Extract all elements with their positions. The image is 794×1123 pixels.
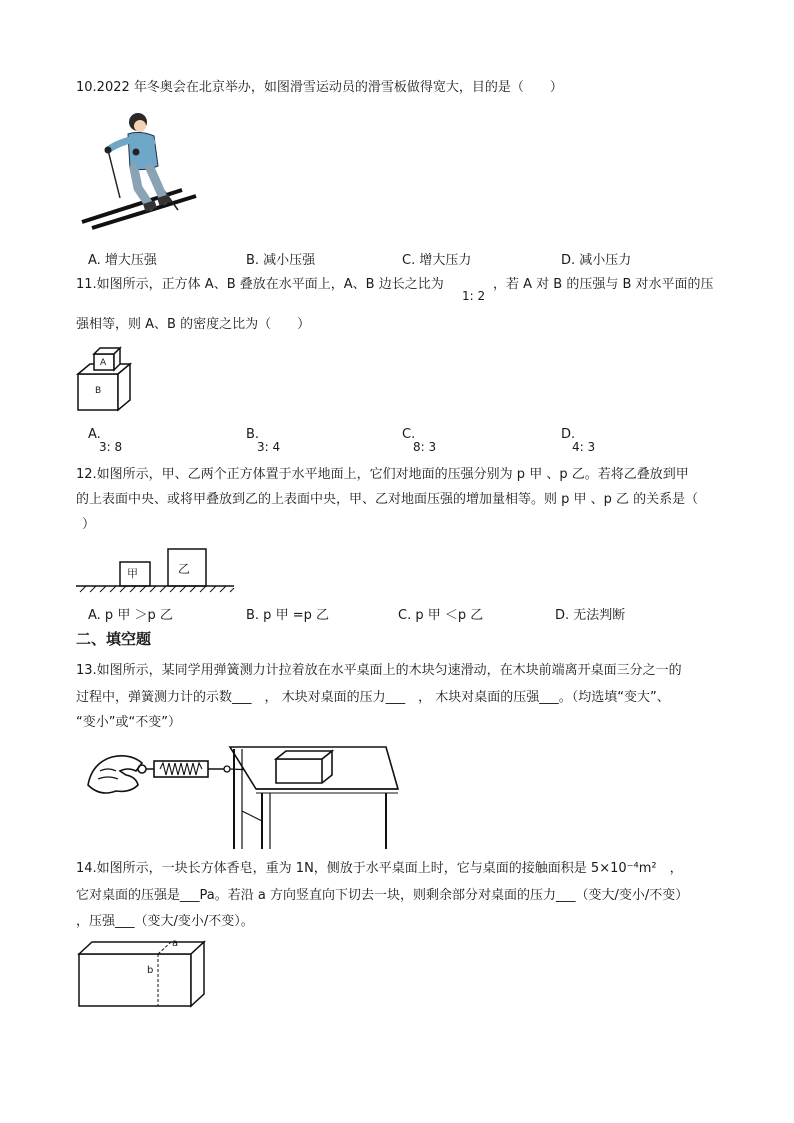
q11-option-a-value: 3: 8 <box>99 440 123 454</box>
q10-option-b: B. 减小压强 <box>246 253 316 268</box>
q11-ratio: 1: 2 <box>462 289 486 303</box>
spring-scale-figure <box>86 741 398 851</box>
q11-stem-part2: ，若 A 对 B 的压强与 B 对水平面的压 <box>493 277 714 292</box>
q13-line3: “变小”或“不变”） <box>76 715 181 730</box>
cube-a-label: A <box>100 358 107 368</box>
q12-option-a: A. p 甲 ＞p 乙 <box>88 608 173 623</box>
soap-label-b: b <box>147 965 154 976</box>
q14-line1: 14.如图所示，一块长方体香皂，重为 1N，侧放于水平桌面上时，它与桌面的接触面积是 5×10⁻⁴m² ， <box>76 861 683 876</box>
q14-line3: ，压强___（变大/变小/不变）。 <box>76 914 254 929</box>
q11-option-b-value: 3: 4 <box>257 440 281 454</box>
cubes-on-ground-figure <box>76 543 236 593</box>
q10-option-d: D. 减小压力 <box>561 253 632 268</box>
q11-option-b-letter: B. <box>246 427 260 442</box>
q11-option-d-value: 4: 3 <box>572 440 596 454</box>
cubes-figure <box>78 346 134 412</box>
q13-line1: 13.如图所示，某同学用弹簧测力计拉着放在水平桌面上的木块匀速滑动，在木块前端离开桌面三分之一的 <box>76 663 682 678</box>
q12-stem-line1: 12.如图所示，甲、乙两个正方体置于水平地面上，它们对地面的压强分别为 p 甲 、p 乙。若将乙叠放到甲 <box>76 467 689 482</box>
q11-option-c-letter: C. <box>402 427 416 442</box>
q12-option-c: C. p 甲 ＜p 乙 <box>398 608 484 623</box>
q10-stem: 10.2022 年冬奥会在北京举办，如图滑雪运动员的滑雪板做得宽大，目的是（ ） <box>76 80 563 95</box>
q11-option-d-letter: D. <box>561 427 576 442</box>
q10-option-a: A. 增大压强 <box>88 253 157 268</box>
q12-option-b: B. p 甲 =p 乙 <box>246 608 329 623</box>
soap-bar-figure <box>78 940 208 1010</box>
cube-b-label: B <box>95 386 102 396</box>
cube-jia-label: 甲 <box>127 567 138 580</box>
q11-option-a-letter: A. <box>88 427 101 442</box>
q10-option-c: C. 增大压力 <box>402 253 472 268</box>
section-title: 二、填空题 <box>76 630 152 648</box>
q11-option-c-value: 8: 3 <box>413 440 437 454</box>
q14-line2: 它对桌面的压强是___Pa。若沿 a 方向竖直向下切去一块，则剩余部分对桌面的压力___（变大/变小/不变） <box>76 888 689 903</box>
q12-option-d: D. 无法判断 <box>555 608 626 623</box>
q11-stem-part1: 11.如图所示，正方体 A、B 叠放在水平面上，A、B 边长之比为 <box>76 277 444 292</box>
q11-stem-line2: 强相等，则 A、B 的密度之比为（ ） <box>76 317 311 332</box>
q12-stem-line3: ） <box>82 517 96 532</box>
skier-illustration <box>78 110 200 230</box>
q12-stem-line2: 的上表面中央、或将甲叠放到乙的上表面中央，甲、乙对地面压强的增加量相等。则 p 甲 、p 乙 的关系是（ <box>76 492 699 507</box>
cube-yi-label: 乙 <box>178 562 191 576</box>
soap-label-a: a <box>172 938 179 949</box>
q13-line2: 过程中，弹簧测力计的示数___ ， 木块对桌面的压力___ ， 木块对桌面的压强___。（均选填“变大”、 <box>76 690 670 705</box>
